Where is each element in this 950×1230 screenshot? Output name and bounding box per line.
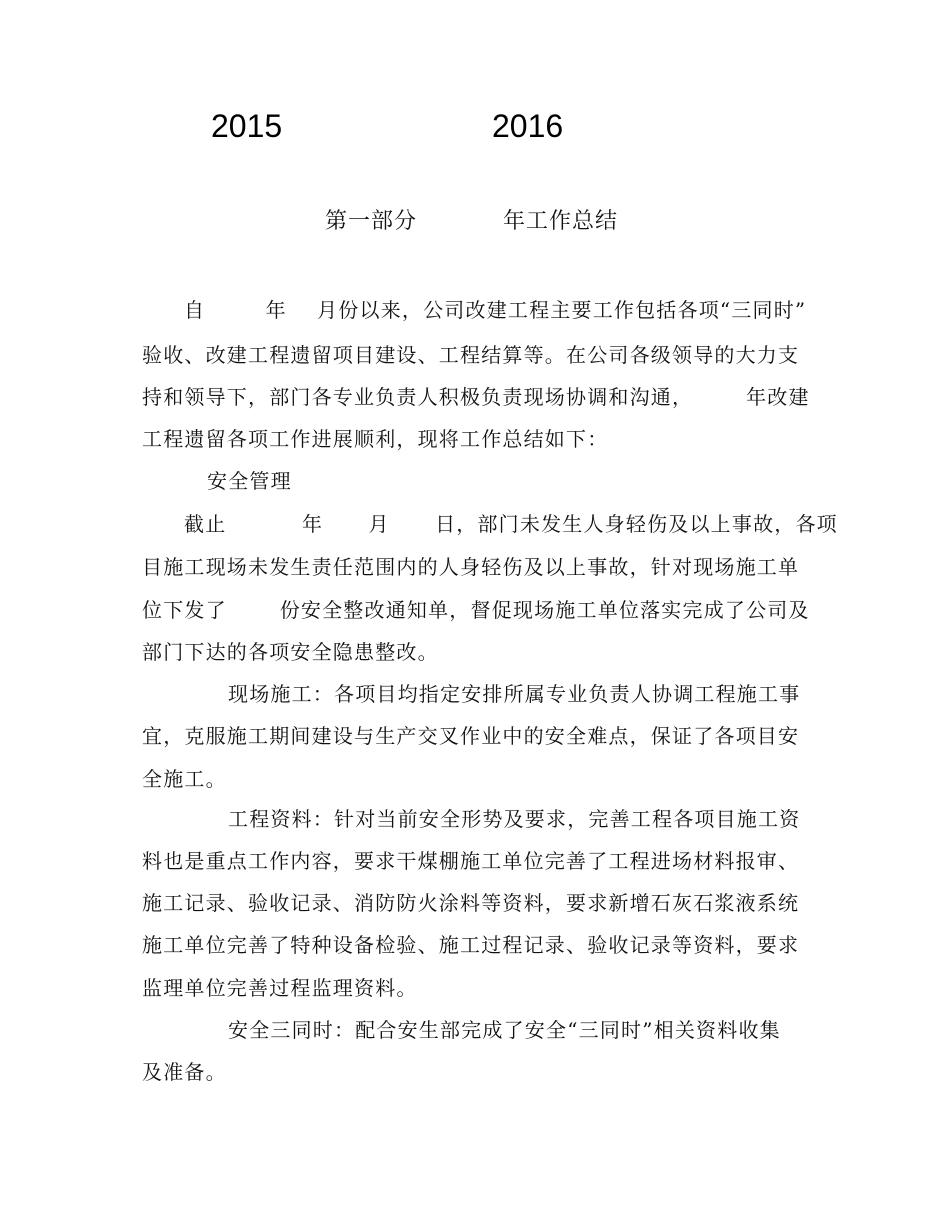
year-end: 2016	[492, 108, 564, 144]
intro-line-4: 工程遗留各项工作进展顺利，现将工作总结如下：	[142, 427, 609, 451]
part-title: 第一部分	[325, 209, 418, 234]
safety-line-2: 目施工现场未发生责任范围内的人身轻伤及以上事故，针对现场施工单	[142, 555, 800, 579]
site-line-1: 现场施工：各项目均指定安排所属专业负责人协调工程施工事	[228, 682, 801, 706]
three-line-2: 及准备。	[142, 1060, 227, 1084]
docs-line-5: 监理单位完善过程监理资料。	[142, 976, 418, 1000]
site-line-2: 宜，克服施工期间建设与生产交叉作业中的安全难点，保证了各项目安	[142, 724, 800, 748]
docs-line-4: 施工单位完善了特种设备检验、施工过程记录、验收记录等资料，要求	[142, 933, 800, 957]
docs-line-1: 工程资料：针对当前安全形势及要求，完善工程各项目施工资	[228, 807, 801, 831]
safety-line-3: 位下发了 份安全整改通知单，督促现场施工单位落实完成了公司及	[142, 598, 810, 622]
safety-line-1: 截止 年 月 日，部门未发生人身轻伤及以上事故，各项	[184, 512, 838, 536]
intro-line-2: 验收、改建工程遗留项目建设、工程结算等。在公司各级领导的大力支	[142, 343, 800, 367]
three-line-1: 安全三同时：配合安生部完成了安全“三同时”相关资料收集	[228, 1018, 781, 1042]
intro-line-3: 持和领导下，部门各专业负责人积极负责现场协调和沟通， 年改建	[142, 385, 810, 409]
section-title-safety: 安全管理	[207, 469, 292, 493]
intro-line-1: 自 年 月份以来，公司改建工程主要工作包括各项“三同时”	[184, 298, 807, 322]
safety-line-4: 部门下达的各项安全隐患整改。	[142, 640, 439, 664]
year-start: 2015	[211, 108, 283, 144]
part-subtitle: 年工作总结	[503, 209, 619, 234]
docs-line-3: 施工记录、验收记录、消防防火涂料等资料，要求新增石灰石浆液系统	[142, 891, 800, 915]
site-line-3: 全施工。	[142, 767, 227, 791]
docs-line-2: 料也是重点工作内容，要求干煤棚施工单位完善了工程进场材料报审、	[142, 849, 800, 873]
